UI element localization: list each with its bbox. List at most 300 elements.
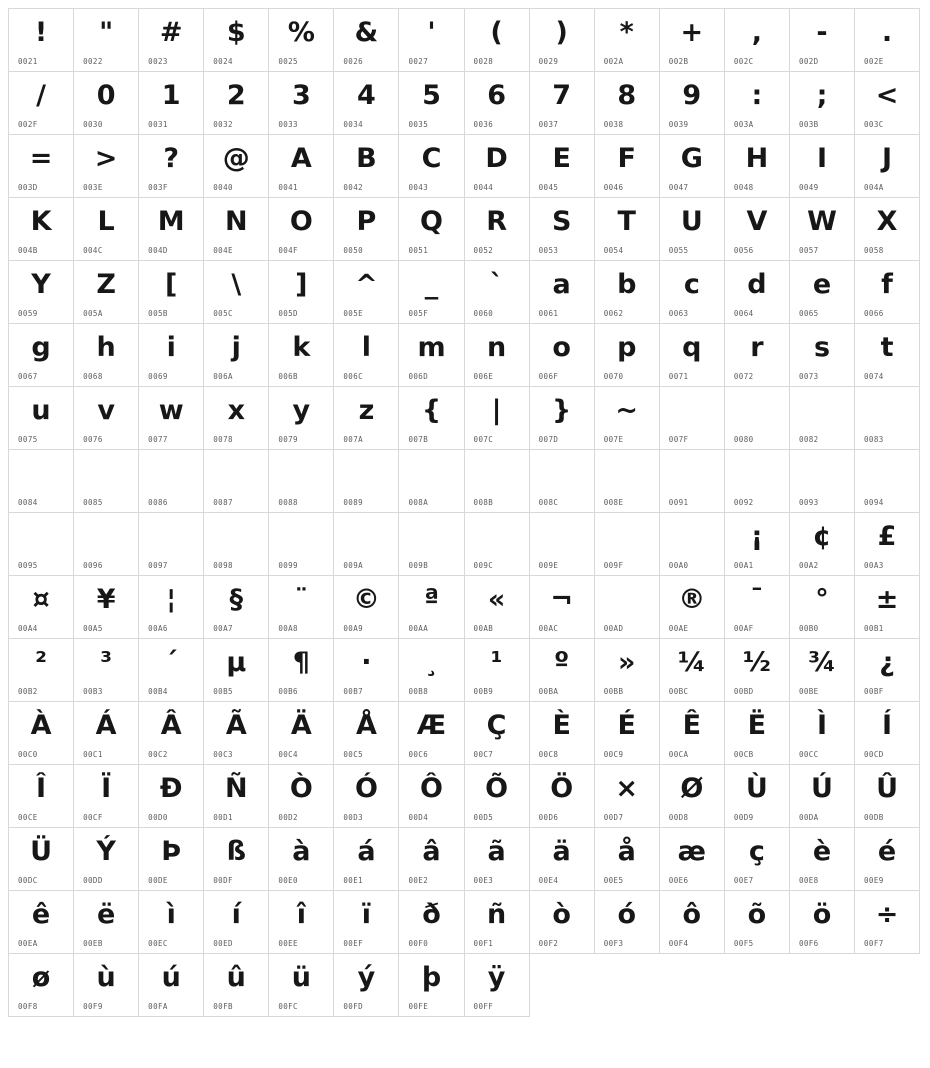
glyph-cell[interactable]	[74, 765, 139, 828]
glyph-preview: )	[555, 16, 568, 48]
glyph-cell[interactable]	[595, 765, 660, 828]
glyph-cell[interactable]	[790, 639, 855, 702]
glyph-cell[interactable]	[204, 198, 269, 261]
glyph-cell[interactable]	[334, 639, 399, 702]
glyph-codepoint: 0072	[733, 372, 754, 381]
glyph-cell[interactable]	[334, 135, 399, 198]
glyph-cell[interactable]	[399, 450, 464, 513]
glyph-preview	[855, 389, 919, 431]
glyph-cell[interactable]	[9, 72, 74, 135]
glyph-cell[interactable]	[139, 324, 204, 387]
glyph-cell[interactable]	[74, 324, 139, 387]
glyph-cell[interactable]	[725, 576, 790, 639]
glyph-cell[interactable]	[595, 576, 660, 639]
glyph-preview: ë	[96, 898, 116, 930]
glyph-cell[interactable]	[74, 513, 139, 576]
glyph-cell[interactable]	[660, 576, 725, 639]
glyph-codepoint: 0080	[733, 435, 754, 444]
glyph-cell[interactable]	[790, 765, 855, 828]
glyph-cell[interactable]	[595, 261, 660, 324]
glyph-cell[interactable]	[855, 513, 920, 576]
glyph-cell[interactable]	[725, 198, 790, 261]
glyph-cell[interactable]	[595, 324, 660, 387]
glyph-cell[interactable]	[660, 324, 725, 387]
glyph-cell[interactable]	[399, 576, 464, 639]
glyph-preview: *	[619, 16, 634, 48]
glyph-cell[interactable]	[855, 72, 920, 135]
glyph-preview	[204, 515, 268, 557]
glyph-cell[interactable]	[465, 576, 530, 639]
glyph-cell[interactable]	[595, 702, 660, 765]
glyph-cell[interactable]	[74, 576, 139, 639]
glyph-cell[interactable]	[399, 9, 464, 72]
glyph-cell[interactable]	[855, 198, 920, 261]
glyph-cell[interactable]	[595, 387, 660, 450]
glyph-cell[interactable]	[399, 954, 464, 1017]
glyph-cell[interactable]	[595, 9, 660, 72]
glyph-cell[interactable]	[530, 891, 595, 954]
glyph-preview: ó	[617, 898, 637, 930]
glyph-cell[interactable]	[790, 324, 855, 387]
glyph-cell[interactable]	[530, 513, 595, 576]
glyph-cell[interactable]	[465, 198, 530, 261]
glyph-cell[interactable]	[725, 702, 790, 765]
glyph-cell[interactable]	[334, 198, 399, 261]
glyph-preview: ³	[100, 646, 113, 678]
glyph-cell[interactable]	[204, 387, 269, 450]
glyph-cell[interactable]	[595, 828, 660, 891]
glyph-cell[interactable]	[334, 576, 399, 639]
glyph-codepoint: 00EA	[18, 939, 38, 948]
glyph-preview: ¡	[750, 520, 764, 552]
glyph-cell[interactable]	[530, 450, 595, 513]
glyph-codepoint: 00CF	[83, 813, 103, 822]
glyph-cell[interactable]	[269, 135, 334, 198]
glyph-preview: S	[551, 205, 572, 237]
glyph-preview: Y	[31, 268, 51, 300]
glyph-cell[interactable]	[660, 261, 725, 324]
glyph-cell[interactable]	[399, 72, 464, 135]
glyph-cell[interactable]	[465, 9, 530, 72]
glyph-cell[interactable]	[855, 639, 920, 702]
glyph-cell[interactable]	[790, 702, 855, 765]
glyph-cell[interactable]	[74, 702, 139, 765]
glyph-cell[interactable]	[530, 9, 595, 72]
glyph-cell[interactable]	[9, 9, 74, 72]
glyph-preview: æ	[677, 835, 706, 867]
glyph-codepoint: 00A2	[798, 561, 819, 570]
glyph-cell[interactable]	[595, 198, 660, 261]
glyph-cell[interactable]	[269, 828, 334, 891]
glyph-cell[interactable]	[465, 891, 530, 954]
glyph-codepoint: 00AE	[668, 624, 689, 633]
glyph-cell[interactable]	[790, 450, 855, 513]
glyph-codepoint: 002C	[733, 57, 754, 66]
glyph-codepoint: 00DB	[864, 813, 884, 822]
glyph-cell[interactable]	[399, 828, 464, 891]
glyph-cell[interactable]	[269, 198, 334, 261]
glyph-preview: £	[877, 520, 897, 552]
glyph-cell[interactable]	[9, 387, 74, 450]
glyph-codepoint: 0094	[864, 498, 884, 507]
glyph-cell[interactable]	[660, 513, 725, 576]
glyph-cell[interactable]	[790, 828, 855, 891]
glyph-cell[interactable]	[9, 450, 74, 513]
glyph-cell[interactable]	[269, 891, 334, 954]
glyph-cell[interactable]	[595, 135, 660, 198]
glyph-cell[interactable]	[74, 954, 139, 1017]
glyph-codepoint: 00B3	[83, 687, 103, 696]
glyph-preview: -	[816, 16, 828, 48]
glyph-cell[interactable]	[855, 828, 920, 891]
glyph-cell[interactable]	[269, 450, 334, 513]
glyph-cell[interactable]	[139, 954, 204, 1017]
glyph-cell[interactable]	[74, 72, 139, 135]
glyph-cell[interactable]	[530, 702, 595, 765]
glyph-cell[interactable]	[204, 9, 269, 72]
glyph-cell[interactable]	[725, 72, 790, 135]
glyph-preview: c	[683, 268, 700, 300]
glyph-codepoint: 0088	[278, 498, 298, 507]
glyph-cell[interactable]	[74, 639, 139, 702]
glyph-codepoint: 00C1	[83, 750, 103, 759]
glyph-codepoint: 0073	[798, 372, 819, 381]
glyph-cell[interactable]	[269, 324, 334, 387]
glyph-preview	[269, 452, 333, 494]
glyph-cell[interactable]	[139, 828, 204, 891]
glyph-preview: þ	[421, 961, 442, 993]
glyph-cell[interactable]	[139, 576, 204, 639]
glyph-preview: R	[486, 205, 507, 237]
glyph-cell[interactable]	[334, 828, 399, 891]
glyph-preview: 5	[422, 79, 441, 111]
glyph-cell[interactable]	[855, 576, 920, 639]
glyph-codepoint: 0098	[213, 561, 233, 570]
glyph-codepoint: 00B1	[864, 624, 884, 633]
glyph-cell[interactable]	[725, 135, 790, 198]
glyph-cell[interactable]	[399, 765, 464, 828]
glyph-cell[interactable]	[139, 702, 204, 765]
glyph-cell[interactable]	[790, 513, 855, 576]
glyph-cell[interactable]	[74, 450, 139, 513]
glyph-cell[interactable]	[595, 513, 660, 576]
glyph-cell[interactable]	[530, 135, 595, 198]
glyph-cell[interactable]	[204, 954, 269, 1017]
glyph-codepoint: 0078	[213, 435, 233, 444]
glyph-cell[interactable]	[204, 639, 269, 702]
glyph-cell[interactable]	[725, 639, 790, 702]
glyph-cell[interactable]	[465, 765, 530, 828]
glyph-cell[interactable]	[334, 72, 399, 135]
glyph-codepoint: 00B4	[148, 687, 168, 696]
glyph-codepoint: 0023	[148, 57, 168, 66]
glyph-cell[interactable]	[725, 324, 790, 387]
glyph-cell[interactable]	[790, 9, 855, 72]
glyph-cell[interactable]	[660, 828, 725, 891]
glyph-cell[interactable]	[595, 639, 660, 702]
glyph-preview: h	[96, 331, 116, 363]
glyph-cell[interactable]	[530, 576, 595, 639]
glyph-cell[interactable]	[530, 828, 595, 891]
glyph-codepoint: 0092	[733, 498, 754, 507]
glyph-cell[interactable]	[9, 324, 74, 387]
glyph-cell[interactable]	[9, 261, 74, 324]
glyph-cell[interactable]	[855, 765, 920, 828]
glyph-cell[interactable]	[465, 450, 530, 513]
glyph-cell[interactable]	[399, 387, 464, 450]
glyph-cell[interactable]	[9, 702, 74, 765]
glyph-cell[interactable]	[269, 261, 334, 324]
glyph-cell[interactable]	[465, 387, 530, 450]
glyph-cell[interactable]	[465, 702, 530, 765]
glyph-cell[interactable]	[204, 324, 269, 387]
glyph-cell[interactable]	[465, 324, 530, 387]
glyph-cell[interactable]	[399, 261, 464, 324]
glyph-preview: ±	[875, 583, 899, 615]
glyph-preview: Ö	[550, 772, 574, 804]
glyph-cell[interactable]	[790, 891, 855, 954]
glyph-cell[interactable]	[334, 324, 399, 387]
glyph-cell[interactable]	[725, 450, 790, 513]
glyph-cell[interactable]	[725, 9, 790, 72]
glyph-preview: 4	[357, 79, 376, 111]
glyph-cell[interactable]	[790, 387, 855, 450]
glyph-cell[interactable]	[204, 135, 269, 198]
glyph-cell[interactable]	[595, 72, 660, 135]
glyph-cell[interactable]	[9, 828, 74, 891]
glyph-cell[interactable]	[530, 72, 595, 135]
glyph-cell[interactable]	[334, 765, 399, 828]
glyph-cell[interactable]	[269, 387, 334, 450]
glyph-cell[interactable]	[204, 450, 269, 513]
glyph-codepoint: 00FB	[213, 1002, 233, 1011]
glyph-cell[interactable]	[790, 135, 855, 198]
glyph-preview: 9	[682, 79, 702, 111]
glyph-cell[interactable]	[660, 765, 725, 828]
glyph-preview	[530, 452, 594, 494]
glyph-cell[interactable]	[725, 387, 790, 450]
glyph-cell[interactable]	[465, 135, 530, 198]
glyph-cell[interactable]	[399, 639, 464, 702]
glyph-cell[interactable]	[334, 891, 399, 954]
glyph-cell[interactable]	[334, 702, 399, 765]
glyph-cell[interactable]	[204, 576, 269, 639]
glyph-preview: ¤	[32, 583, 50, 615]
glyph-codepoint: 00D6	[538, 813, 559, 822]
glyph-cell[interactable]	[269, 576, 334, 639]
glyph-cell[interactable]	[530, 198, 595, 261]
glyph-cell[interactable]	[790, 576, 855, 639]
glyph-codepoint: 00A5	[83, 624, 103, 633]
glyph-cell[interactable]	[269, 702, 334, 765]
glyph-cell[interactable]	[139, 450, 204, 513]
glyph-cell[interactable]	[855, 702, 920, 765]
glyph-cell[interactable]	[399, 891, 464, 954]
glyph-cell[interactable]	[204, 702, 269, 765]
glyph-codepoint: 0069	[148, 372, 168, 381]
glyph-cell[interactable]	[139, 387, 204, 450]
glyph-cell[interactable]	[9, 765, 74, 828]
glyph-cell[interactable]	[660, 72, 725, 135]
glyph-preview: Ú	[811, 772, 833, 804]
glyph-cell[interactable]	[139, 72, 204, 135]
glyph-codepoint: 0057	[798, 246, 819, 255]
glyph-cell[interactable]	[855, 9, 920, 72]
glyph-cell[interactable]	[269, 9, 334, 72]
glyph-codepoint: 00C3	[213, 750, 233, 759]
glyph-codepoint: 003E	[83, 183, 103, 192]
glyph-cell[interactable]	[139, 513, 204, 576]
glyph-cell[interactable]	[139, 198, 204, 261]
glyph-codepoint: 0062	[603, 309, 624, 318]
glyph-cell[interactable]	[530, 765, 595, 828]
glyph-cell[interactable]	[334, 261, 399, 324]
glyph-cell[interactable]	[139, 9, 204, 72]
glyph-cell[interactable]	[530, 324, 595, 387]
glyph-cell[interactable]	[139, 639, 204, 702]
glyph-codepoint: 00DF	[213, 876, 233, 885]
glyph-cell[interactable]	[530, 261, 595, 324]
glyph-cell[interactable]	[725, 513, 790, 576]
glyph-cell[interactable]	[660, 9, 725, 72]
glyph-cell[interactable]	[790, 261, 855, 324]
glyph-cell[interactable]	[725, 828, 790, 891]
glyph-preview: J	[882, 142, 893, 174]
glyph-cell[interactable]	[204, 828, 269, 891]
glyph-cell[interactable]	[334, 387, 399, 450]
glyph-preview: K	[30, 205, 52, 237]
glyph-row	[9, 261, 920, 324]
glyph-cell[interactable]	[465, 828, 530, 891]
glyph-cell[interactable]	[139, 891, 204, 954]
glyph-cell[interactable]	[204, 891, 269, 954]
glyph-cell[interactable]	[269, 954, 334, 1017]
glyph-cell[interactable]	[74, 261, 139, 324]
glyph-codepoint: 00C8	[538, 750, 559, 759]
glyph-cell[interactable]	[399, 135, 464, 198]
glyph-cell[interactable]	[74, 891, 139, 954]
glyph-cell[interactable]	[465, 954, 530, 1017]
glyph-cell[interactable]	[725, 261, 790, 324]
glyph-preview: {	[421, 394, 442, 426]
glyph-cell[interactable]	[74, 828, 139, 891]
glyph-cell[interactable]	[855, 135, 920, 198]
glyph-cell[interactable]	[790, 198, 855, 261]
glyph-cell[interactable]	[660, 702, 725, 765]
glyph-cell[interactable]	[139, 261, 204, 324]
glyph-preview	[269, 515, 333, 557]
glyph-codepoint: 0053	[538, 246, 559, 255]
glyph-cell[interactable]	[204, 513, 269, 576]
glyph-cell[interactable]	[465, 72, 530, 135]
glyph-preview	[9, 452, 73, 494]
glyph-codepoint: 0040	[213, 183, 233, 192]
glyph-cell[interactable]	[725, 765, 790, 828]
empty-cell	[660, 954, 725, 1017]
glyph-codepoint: 0036	[473, 120, 494, 129]
glyph-cell[interactable]	[204, 72, 269, 135]
glyph-cell[interactable]	[334, 954, 399, 1017]
glyph-cell[interactable]	[334, 450, 399, 513]
glyph-preview: É	[617, 709, 636, 741]
glyph-codepoint: 00BF	[864, 687, 884, 696]
glyph-cell[interactable]	[660, 450, 725, 513]
glyph-codepoint: 0027	[408, 57, 429, 66]
glyph-codepoint: 0042	[343, 183, 364, 192]
glyph-cell[interactable]	[855, 261, 920, 324]
glyph-cell[interactable]	[660, 891, 725, 954]
glyph-codepoint: 00C9	[603, 750, 624, 759]
glyph-cell[interactable]	[465, 639, 530, 702]
glyph-codepoint: 004B	[18, 246, 38, 255]
glyph-cell[interactable]	[855, 387, 920, 450]
glyph-codepoint: 0032	[213, 120, 233, 129]
glyph-cell[interactable]	[530, 639, 595, 702]
glyph-cell[interactable]	[74, 135, 139, 198]
glyph-cell[interactable]	[74, 387, 139, 450]
glyph-preview: 7	[552, 79, 572, 111]
glyph-cell[interactable]	[855, 891, 920, 954]
glyph-cell[interactable]	[660, 135, 725, 198]
glyph-cell[interactable]	[465, 261, 530, 324]
glyph-row	[9, 450, 920, 513]
glyph-cell[interactable]	[855, 324, 920, 387]
glyph-cell[interactable]	[269, 639, 334, 702]
character-map-grid	[8, 8, 920, 1017]
glyph-preview: ¬	[550, 583, 573, 615]
glyph-cell[interactable]	[660, 639, 725, 702]
glyph-cell[interactable]	[74, 198, 139, 261]
glyph-cell[interactable]	[269, 513, 334, 576]
glyph-cell[interactable]	[204, 261, 269, 324]
glyph-cell[interactable]	[334, 513, 399, 576]
glyph-cell[interactable]	[465, 513, 530, 576]
glyph-preview: Í	[882, 709, 893, 741]
glyph-cell[interactable]	[269, 72, 334, 135]
glyph-cell[interactable]	[9, 198, 74, 261]
glyph-preview: W	[807, 205, 837, 237]
glyph-cell[interactable]	[9, 513, 74, 576]
glyph-cell[interactable]	[139, 135, 204, 198]
glyph-codepoint: 00BB	[603, 687, 624, 696]
glyph-cell[interactable]	[9, 135, 74, 198]
glyph-cell[interactable]	[399, 324, 464, 387]
glyph-cell[interactable]	[269, 765, 334, 828]
glyph-cell[interactable]	[725, 891, 790, 954]
glyph-cell[interactable]	[204, 765, 269, 828]
glyph-codepoint: 0055	[668, 246, 689, 255]
glyph-cell[interactable]	[399, 198, 464, 261]
glyph-cell[interactable]	[139, 765, 204, 828]
glyph-cell[interactable]	[595, 891, 660, 954]
glyph-cell[interactable]	[790, 72, 855, 135]
glyph-cell[interactable]	[334, 9, 399, 72]
glyph-cell[interactable]	[9, 639, 74, 702]
glyph-cell[interactable]	[595, 450, 660, 513]
glyph-cell[interactable]	[660, 387, 725, 450]
glyph-cell[interactable]	[9, 891, 74, 954]
glyph-cell[interactable]	[660, 198, 725, 261]
glyph-codepoint: 002E	[864, 57, 884, 66]
glyph-cell[interactable]	[74, 9, 139, 72]
glyph-cell[interactable]	[530, 387, 595, 450]
glyph-preview: '	[427, 16, 436, 48]
glyph-cell[interactable]	[9, 954, 74, 1017]
glyph-cell[interactable]	[9, 576, 74, 639]
glyph-cell[interactable]	[855, 450, 920, 513]
glyph-cell[interactable]	[399, 513, 464, 576]
glyph-cell[interactable]	[399, 702, 464, 765]
